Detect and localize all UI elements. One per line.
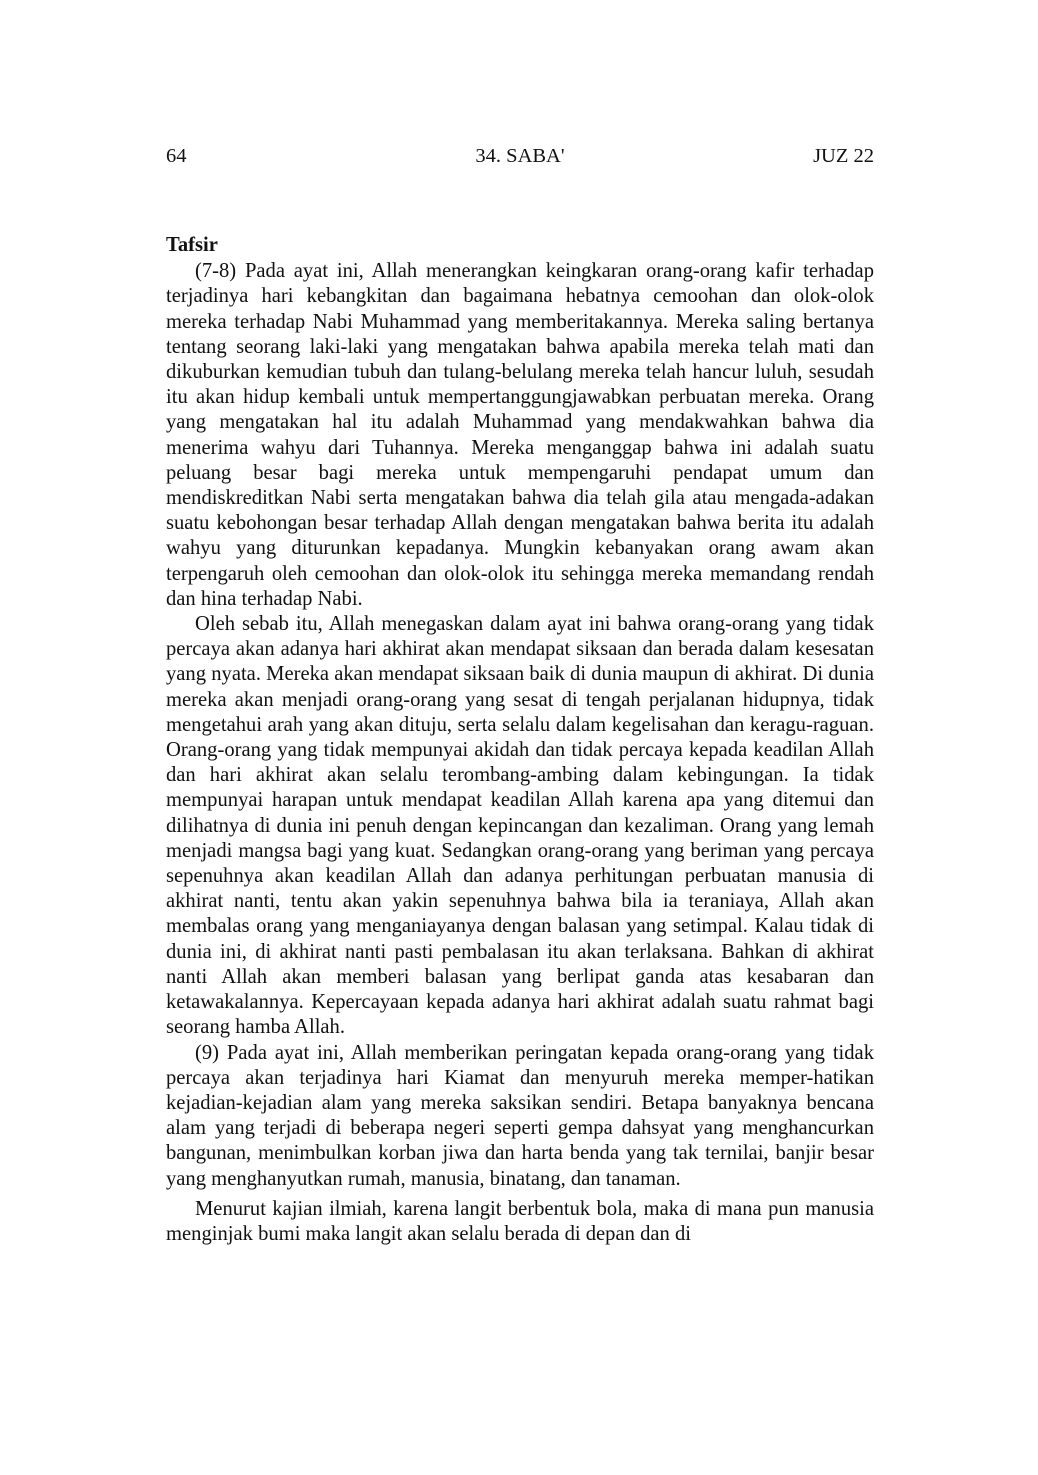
surah-title: 34. SABA' [475, 145, 565, 167]
paragraph-afterlife-justice: Oleh sebab itu, Allah menegaskan dalam ayat ini bahwa orang-orang yang tidak percaya akan adanya hari akhirat akan mendapat siksaan dan berada dalam kesesatan yang nyata. Mereka akan mendapat siksaan baik di dunia maupun di akhirat. Di dunia mereka akan menjadi orang-orang yang sesat di tengah perjalanan hidupnya, tidak mengetahui arah yang akan dituju, serta selalu dalam kegelisahan dan keragu-raguan. Orang-orang yang tidak mempunyai akidah dan tidak percaya kepada keadilan Allah dan hari akhirat akan selalu terombang-ambing dalam kebingungan. Ia tidak mempunyai harapan untuk mendapat keadilan Allah karena apa yang ditemui dan dilihatnya di dunia ini penuh dengan kepincangan dan kezaliman. Orang yang lemah menjadi mangsa bagi yang kuat. Sedangkan orang-orang yang beriman yang percaya sepenuhnya akan keadilan Allah dan adanya perhitungan perbuatan manusia di akhirat nanti, tentu akan yakin sepenuhnya bahwa bila ia teraniaya, Allah akan membalas orang yang menganiayanya dengan balasan yang setimpal. Kalau tidak di dunia ini, di akhirat nanti pasti pembalasan itu akan terlaksana. Bahkan di akhirat nanti Allah akan memberi balasan yang berlipat ganda atas kesabaran dan ketawakalannya. Kepercayaan kepada adanya hari akhirat adalah suatu rahmat bagi seorang hamba Allah. [166, 613, 874, 1039]
page-header [166, 145, 874, 173]
juz-label: JUZ 22 [813, 145, 874, 167]
tafsir-section [166, 233, 874, 1247]
paragraph-verses-7-8: (7-8) Pada ayat ini, Allah menerangkan keingkaran orang-orang kafir terhadap terjadinya hari kebangkitan dan bagaimana hebatnya cemoohan dan olok-olok mereka terhadap Nabi Muhammad yang memberitakannya. Mereka saling bertanya tentang seorang laki-laki yang mengatakan bahwa apabila mereka telah mati dan dikuburkan kemudian tubuh dan tulang-belulang mereka telah hancur luluh, sesudah itu akan hidup kembali untuk mempertanggungjawabkan perbuatan mereka. Orang yang mengatakan hal itu adalah Muhammad yang mendakwahkan bahwa dia menerima wahyu dari Tuhannya. Mereka menganggap bahwa ini adalah suatu peluang besar bagi mereka untuk mempengaruhi pendapat umum dan mendiskreditkan Nabi serta mengatakan bahwa dia telah gila atau mengada-adakan suatu kebohongan besar terhadap Allah dengan mengatakan bahwa berita itu adalah wahyu yang diturunkan kepadanya. Mungkin kebanyakan orang awam akan terpengaruh oleh cemoohan dan olok-olok itu sehingga mereka memandang rendah dan hina terhadap Nabi. [166, 260, 874, 610]
section-heading: Tafsir [166, 234, 218, 256]
paragraph-verse-9: (9) Pada ayat ini, Allah memberikan peringatan kepada orang-orang yang tidak percaya akan terjadinya hari Kiamat dan menyuruh mereka memper-hatikan kejadian-kejadian alam yang mereka saksikan sendiri. Betapa banyaknya bencana alam yang terjadi di beberapa negeri seperti gempa dahsyat yang menghancurkan bangunan, menimbulkan korban jiwa dan harta benda yang tak ternilai, banjir besar yang menghanyutkan rumah, manusia, binatang, dan tanaman. [166, 1041, 874, 1190]
paragraph-scientific-study: Menurut kajian ilmiah, karena langit berbentuk bola, maka di mana pun manusia menginjak bumi maka langit akan selalu berada di depan dan di [166, 1197, 874, 1245]
page-number: 64 [166, 145, 187, 167]
